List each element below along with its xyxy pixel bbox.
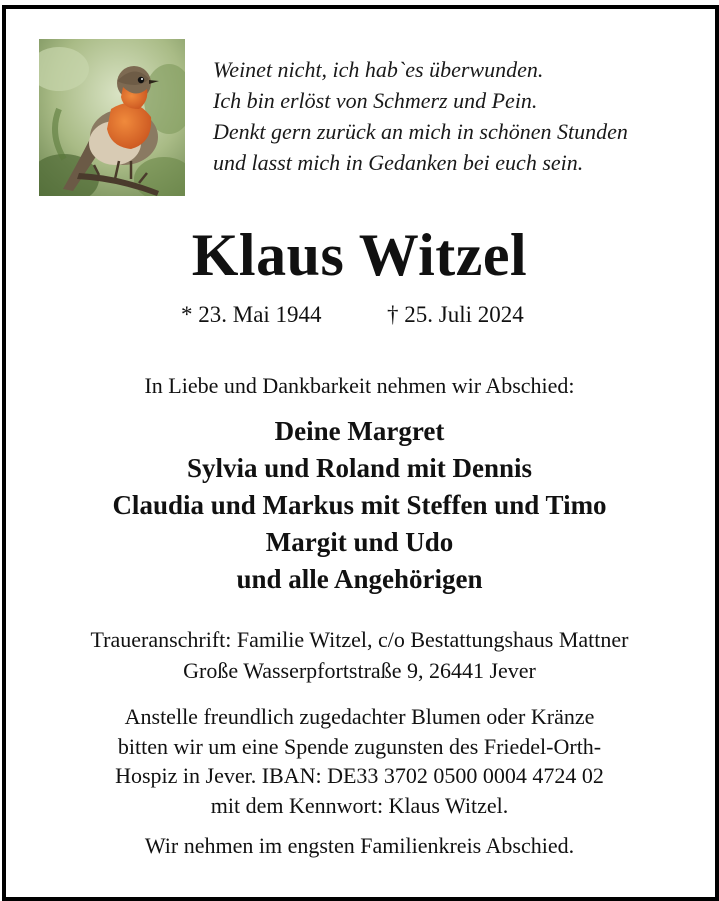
- robin-bird-photo: [39, 39, 185, 196]
- donation-line: bitten wir um eine Spende zugunsten des Friedel-Orth-: [117, 733, 602, 759]
- farewell-intro: In Liebe und Dankbarkeit nehmen wir Abschied:: [144, 373, 575, 398]
- birth-date: * 23. Mai 1944: [181, 302, 322, 327]
- closing-note: Wir nehmen im engsten Familienkreis Abschied.: [144, 833, 575, 858]
- donation-line: mit dem Kennwort: Klaus Witzel.: [210, 792, 509, 818]
- donation-line: Hospiz in Jever. IBAN: DE33 3702 0500 0004 4724 02: [115, 763, 604, 788]
- poem-line: Denkt gern zurück an mich in schönen Stunden: [213, 119, 628, 144]
- donation-line: Anstelle freundlich zugedachter Blumen oder Kränze: [124, 704, 595, 729]
- poem-line: Weinet nicht, ich hab`es überwunden.: [213, 57, 544, 82]
- poem: [213, 54, 703, 178]
- death-date: † 25. Juli 2024: [387, 302, 524, 327]
- poem-line: Ich bin erlöst von Schmerz und Pein.: [213, 88, 538, 113]
- address-line: Große Wasserpfortstraße 9, 26441 Jever: [183, 658, 536, 683]
- donation-request: [0, 702, 719, 820]
- poem-line: und lasst mich in Gedanken bei euch sein.: [213, 150, 584, 175]
- mourner-line: Claudia und Markus mit Steffen und Timo: [112, 490, 607, 520]
- address-line: Traueranschrift: Familie Witzel, c/o Bestattungshaus Mattner: [90, 627, 629, 652]
- mourners-list: [0, 413, 719, 598]
- robin-bird-icon: [39, 39, 185, 196]
- mourner-line: und alle Angehörigen: [236, 564, 483, 594]
- deceased-name: Klaus Witzel: [191, 222, 528, 288]
- mourner-line: Margit und Udo: [265, 527, 454, 557]
- mourner-line: Sylvia und Roland mit Dennis: [186, 453, 533, 483]
- mourner-line: Deine Margret: [274, 416, 445, 446]
- mourning-address: [0, 624, 719, 686]
